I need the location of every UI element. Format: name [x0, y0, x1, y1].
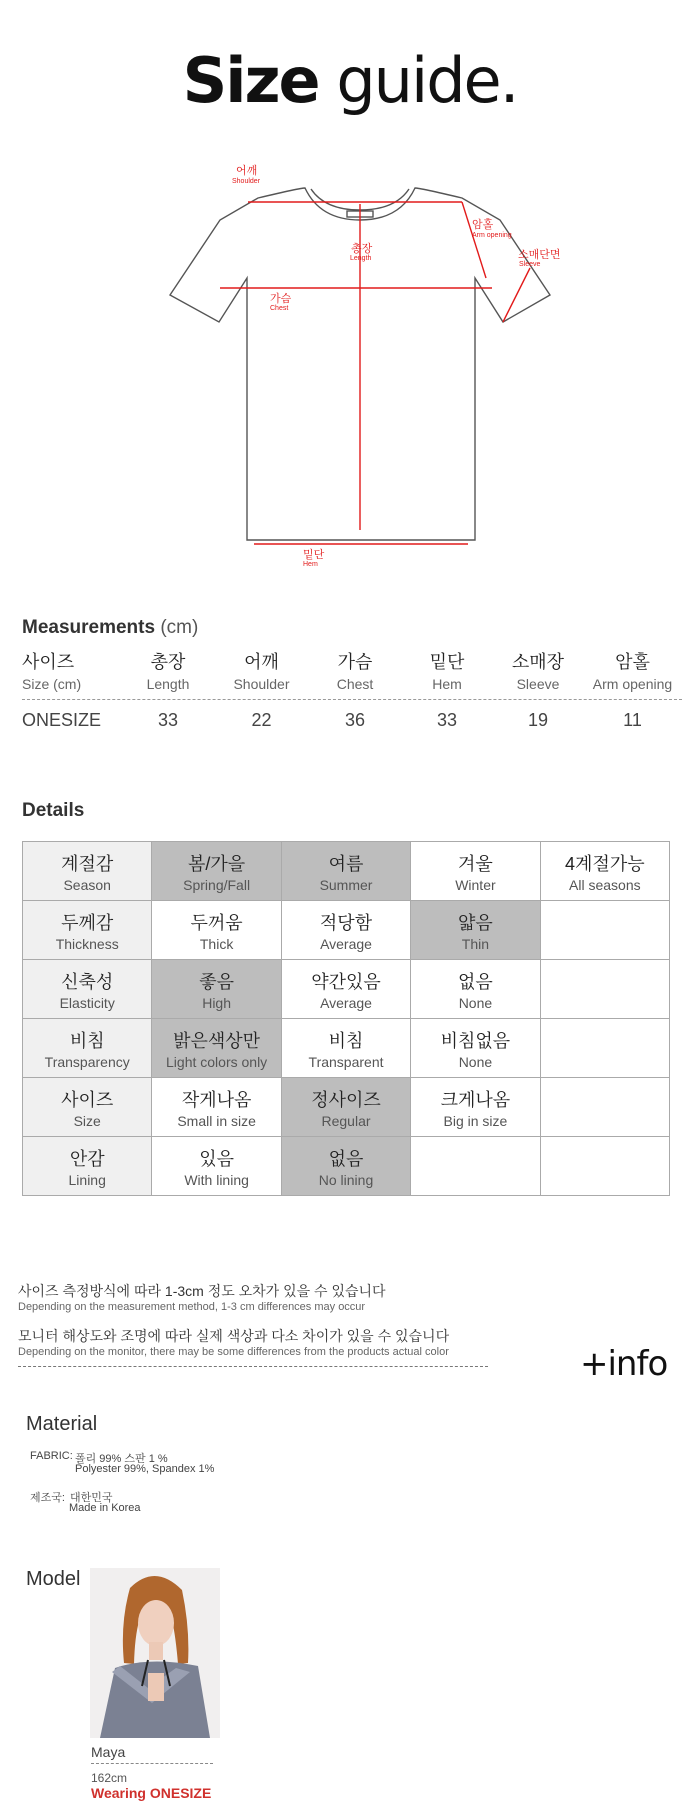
measurements-title: Measurements [22, 617, 156, 638]
plus-info-logo: +info [580, 1344, 668, 1384]
details-cell-en: Big in size [443, 1112, 508, 1129]
details-cell-kr: 비침 [69, 1030, 105, 1051]
details-option [541, 1019, 670, 1078]
meas-col-shoulder-en: Shoulder [233, 676, 290, 692]
meas-val-sleeve: 19 [527, 710, 549, 730]
meas-col-shoulder-kr: 어깨 [244, 652, 279, 672]
details-cell-kr: 크게나옴 [440, 1089, 511, 1110]
details-cell-en: Season [63, 876, 111, 893]
meas-col-chest-en: Chest [336, 676, 374, 692]
details-option [541, 842, 670, 901]
title-light: guide. [336, 44, 518, 117]
model-wearing: Wearing ONESIZE [91, 1785, 212, 1801]
meas-col-size-kr: 사이즈 [22, 652, 75, 672]
label-hem-kr: 밑단 [303, 549, 325, 561]
label-arm-en: Arm opening [472, 232, 512, 239]
details-option [541, 901, 670, 960]
details-option [152, 901, 281, 960]
details-row-label [23, 901, 152, 960]
details-cell-kr: 4계절가능 [565, 853, 645, 874]
details-option [411, 1078, 540, 1137]
model-photo [90, 1568, 220, 1738]
label-sleeve-kr: 소매단면 [518, 249, 561, 261]
details-cell-en: Regular [321, 1112, 371, 1129]
meas-col-arm [583, 648, 682, 699]
details-cell-en: None [458, 1053, 493, 1070]
details-option-selected [152, 960, 281, 1019]
details-row-label [23, 1019, 152, 1078]
details-cell-kr: 비침없음 [440, 1030, 511, 1051]
label-length-kr: 총장 [351, 243, 373, 255]
label-chest-en: Chest [270, 305, 289, 312]
details-cell-en: Light colors only [166, 1053, 268, 1070]
meas-col-arm-kr: 암홀 [615, 652, 650, 672]
details-cell-kr: 계절감 [61, 853, 114, 874]
model-divider [91, 1763, 213, 1764]
details-cell-kr: 적당함 [319, 912, 373, 933]
label-hem-en: Hem [303, 561, 318, 568]
meas-col-shoulder [214, 648, 309, 699]
meas-val-length: 33 [157, 710, 179, 730]
meas-col-hem-kr: 밑단 [429, 652, 465, 672]
measurements-header-row [22, 648, 682, 700]
details-row [23, 901, 670, 960]
details-cell-kr: 밝은색상만 [173, 1030, 261, 1051]
note-1-en: Depending on the measurement method, 1-3 cm differences may occur [18, 1301, 366, 1313]
meas-col-sleeve-kr: 소매장 [511, 652, 565, 672]
details-cell-en: Thickness [55, 935, 119, 952]
model-heading: Model [26, 1568, 81, 1590]
meas-col-size-en: Size (cm) [22, 676, 82, 692]
fabric-kr: 폴리 99% 스판 1 % [75, 1453, 168, 1465]
meas-val-size: ONESIZE [22, 710, 102, 730]
measurements-value-row [22, 700, 682, 731]
meas-col-size [22, 648, 122, 699]
details-cell-kr: 사이즈 [61, 1089, 114, 1110]
details-cell-kr: 두꺼움 [190, 912, 243, 933]
details-cell-en: No lining [318, 1171, 374, 1188]
details-cell-en: Transparent [308, 1053, 384, 1070]
details-option-selected [411, 901, 540, 960]
title-bold: Size [182, 44, 319, 117]
details-cell-en: Average [320, 935, 372, 952]
details-cell-en: Elasticity [59, 994, 115, 1011]
details-cell-en: All seasons [569, 876, 641, 893]
meas-col-hem-en: Hem [432, 676, 462, 692]
details-heading: Details [22, 800, 85, 821]
label-chest-kr: 가슴 [270, 293, 292, 305]
page-title [0, 44, 700, 117]
details-option [411, 1137, 540, 1196]
origin-kr: 대한민국 [70, 1492, 113, 1504]
details-option [282, 1019, 411, 1078]
details-cell-kr: 신축성 [61, 971, 114, 992]
measurements-table [22, 648, 682, 731]
details-row-label [23, 960, 152, 1019]
label-shoulder-en: Shoulder [232, 178, 261, 185]
label-shoulder-kr: 어깨 [236, 165, 258, 177]
meas-val-arm: 11 [623, 710, 642, 730]
details-cell-kr: 두께감 [61, 912, 114, 933]
note-2-kr: 모니터 해상도와 조명에 따라 실제 색상과 다소 차이가 있을 수 있습니다 [18, 1328, 450, 1344]
meas-val-chest: 36 [344, 710, 366, 730]
details-option-selected [282, 1137, 411, 1196]
details-option [282, 960, 411, 1019]
details-cell-en: Small in size [177, 1112, 256, 1129]
meas-col-length [122, 648, 214, 699]
details-option-selected [152, 842, 281, 901]
details-cell-en: None [458, 994, 493, 1011]
details-option [411, 1019, 540, 1078]
details-cell-en: Spring/Fall [183, 876, 251, 893]
meas-col-length-en: Length [146, 676, 190, 692]
meas-col-arm-en: Arm opening [592, 676, 673, 692]
details-cell-en: Thin [461, 935, 490, 952]
details-option-selected [152, 1019, 281, 1078]
size-diagram [150, 165, 570, 568]
details-row [23, 960, 670, 1019]
details-cell-kr: 얇음 [458, 912, 493, 933]
details-cell-en: Summer [319, 876, 373, 893]
measure-lines [220, 202, 530, 544]
details-option [541, 1078, 670, 1137]
details-row [23, 1137, 670, 1196]
origin-en: Made in Korea [69, 1502, 141, 1514]
details-cell-kr: 작게나옴 [181, 1089, 252, 1110]
details-cell-en: High [202, 994, 231, 1011]
notes [18, 1281, 498, 1371]
model-height: 162cm [91, 1771, 128, 1785]
meas-col-sleeve-en: Sleeve [516, 676, 560, 692]
details-row-label [23, 1078, 152, 1137]
meas-col-sleeve [493, 648, 583, 699]
details-grid [22, 841, 670, 1196]
meas-col-chest-kr: 가슴 [337, 652, 373, 672]
details-cell-kr: 없음 [458, 971, 493, 992]
details-option [541, 960, 670, 1019]
details-row [23, 1078, 670, 1137]
details-cell-kr: 겨울 [458, 853, 493, 874]
details-cell-kr: 봄/가을 [188, 853, 246, 874]
model-name: Maya [91, 1744, 126, 1760]
label-arm-kr: 암홀 [472, 219, 494, 231]
details-cell-en: Winter [455, 876, 496, 893]
details-option [411, 960, 540, 1019]
details-cell-en: With lining [184, 1171, 249, 1188]
details-cell-kr: 약간있음 [311, 971, 381, 992]
details-cell-kr: 안감 [69, 1148, 105, 1169]
details-cell-en: Size [73, 1112, 101, 1129]
details-cell-en: Average [320, 994, 372, 1011]
details-option-selected [282, 842, 411, 901]
details-row-label [23, 1137, 152, 1196]
details-option [541, 1137, 670, 1196]
details-cell-en: Thick [199, 935, 234, 952]
material-heading: Material [26, 1413, 98, 1435]
label-length-en: Length [350, 255, 372, 262]
details-cell-kr: 비침 [328, 1030, 364, 1051]
note-1-kr: 사이즈 측정방식에 따라 1-3cm 정도 오차가 있을 수 있습니다 [18, 1283, 386, 1299]
details-cell-kr: 정사이즈 [311, 1089, 381, 1110]
details-option [152, 1078, 281, 1137]
meas-col-hem [401, 648, 493, 699]
details-option-selected [282, 1078, 411, 1137]
meas-col-chest [309, 648, 401, 699]
details-cell-kr: 없음 [328, 1148, 364, 1169]
fabric-en: Polyester 99%, Spandex 1% [75, 1463, 215, 1475]
details-option [411, 842, 540, 901]
details-cell-en: Transparency [44, 1053, 130, 1070]
note-2-en: Depending on the monitor, there may be some differences from the products actual color [18, 1346, 449, 1358]
details-option [152, 1137, 281, 1196]
measurements-unit: (cm) [160, 617, 199, 638]
details-row [23, 1019, 670, 1078]
meas-col-length-kr: 총장 [150, 652, 186, 672]
details-cell-kr: 좋음 [199, 971, 234, 992]
origin-label: 제조국: [30, 1492, 65, 1504]
meas-val-hem: 33 [436, 710, 458, 730]
fabric-label: FABRIC: [30, 1450, 73, 1462]
divider [18, 1366, 488, 1367]
details-option [282, 901, 411, 960]
details-cell-kr: 여름 [328, 853, 364, 874]
details-row-label [23, 842, 152, 901]
measurements-heading [22, 617, 198, 639]
details-cell-kr: 있음 [199, 1148, 234, 1169]
meas-val-shoulder: 22 [251, 710, 272, 730]
details-cell-en: Lining [68, 1171, 106, 1188]
label-sleeve-en: Sleeve [519, 261, 541, 268]
details-row [23, 842, 670, 901]
